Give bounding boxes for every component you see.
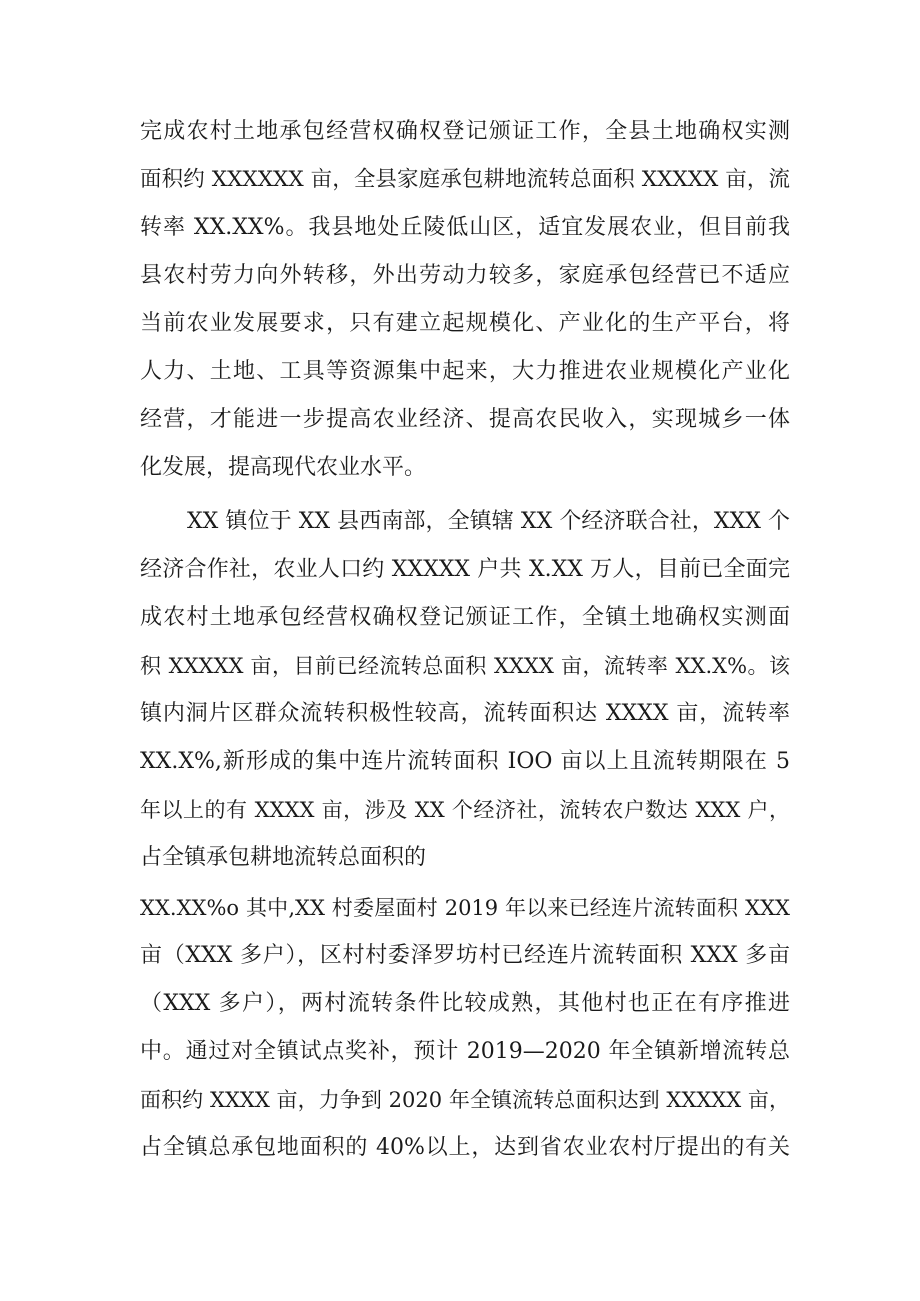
text-line: 积 XXXXX 亩，目前已经流转总面积 XXXX 亩，流转率 XX.X%。该	[140, 654, 790, 678]
text-line: 经营，才能进一步提高农业经济、提高农民收入，实现城乡一体	[140, 407, 790, 432]
text-line: XX.XX%o 其中,XX 村委屋面村 2019 年以来已经连片流转面积 XXX	[140, 896, 790, 920]
text-line: 县农村劳力向外转移，外出劳动力较多，家庭承包经营已不适应	[140, 263, 790, 288]
text-line: 经济合作社，农业人口约 XXXXX 户共 X.XX 万人，目前已全面完	[140, 557, 790, 582]
text-line: 成农村土地承包经营权确权登记颁证工作，全镇土地确权实测面	[140, 605, 790, 630]
text-line: 转率 XX.XX%。我县地处丘陵低山区，适宜发展农业，但目前我	[140, 215, 790, 240]
text-line: 当前农业发展要求，只有建立起规模化、产业化的生产平台，将	[140, 311, 790, 336]
text-line: 化发展，提高现代农业水平。	[140, 455, 427, 480]
text-line: 占全镇总承包地面积的 40%以上，达到省农业农村厅提出的有关	[140, 1135, 790, 1160]
text-line: 亩（XXX 多户），区村村委泽罗坊村已经连片流转面积 XXX 多亩	[140, 943, 790, 968]
text-line: 镇内洞片区群众流转积极性较高，流转面积达 XXXX 亩，流转率	[140, 701, 790, 726]
text-line: XX 镇位于 XX 县西南部，全镇辖 XX 个经济联合社，XXX 个	[187, 509, 790, 534]
text-line: （XXX 多户），两村流转条件比较成熟，其他村也正在有序推进	[140, 991, 790, 1016]
text-line: 完成农村土地承包经营权确权登记颁证工作，全县土地确权实测	[140, 119, 790, 144]
text-line: 面积约 XXXXXX 亩，全县家庭承包耕地流转总面积 XXXXX 亩，流	[140, 167, 790, 192]
text-line: 中。通过对全镇试点奖补，预计 2019—2020 年全镇新增流转总	[140, 1039, 790, 1064]
text-line: 人力、土地、工具等资源集中起来，大力推进农业规模化产业化	[140, 359, 790, 384]
text-line: 占全镇承包耕地流转总面积的	[140, 845, 427, 870]
text-line: 面积约 XXXX 亩，力争到 2020 年全镇流转总面积达到 XXXXX 亩，	[140, 1088, 790, 1112]
text-line: XX.X%,新形成的集中连片流转面积 IOO 亩以上且流转期限在 5	[140, 749, 790, 774]
text-line: 年以上的有 XXXX 亩，涉及 XX 个经济社，流转农户数达 XXX 户，	[140, 798, 790, 822]
